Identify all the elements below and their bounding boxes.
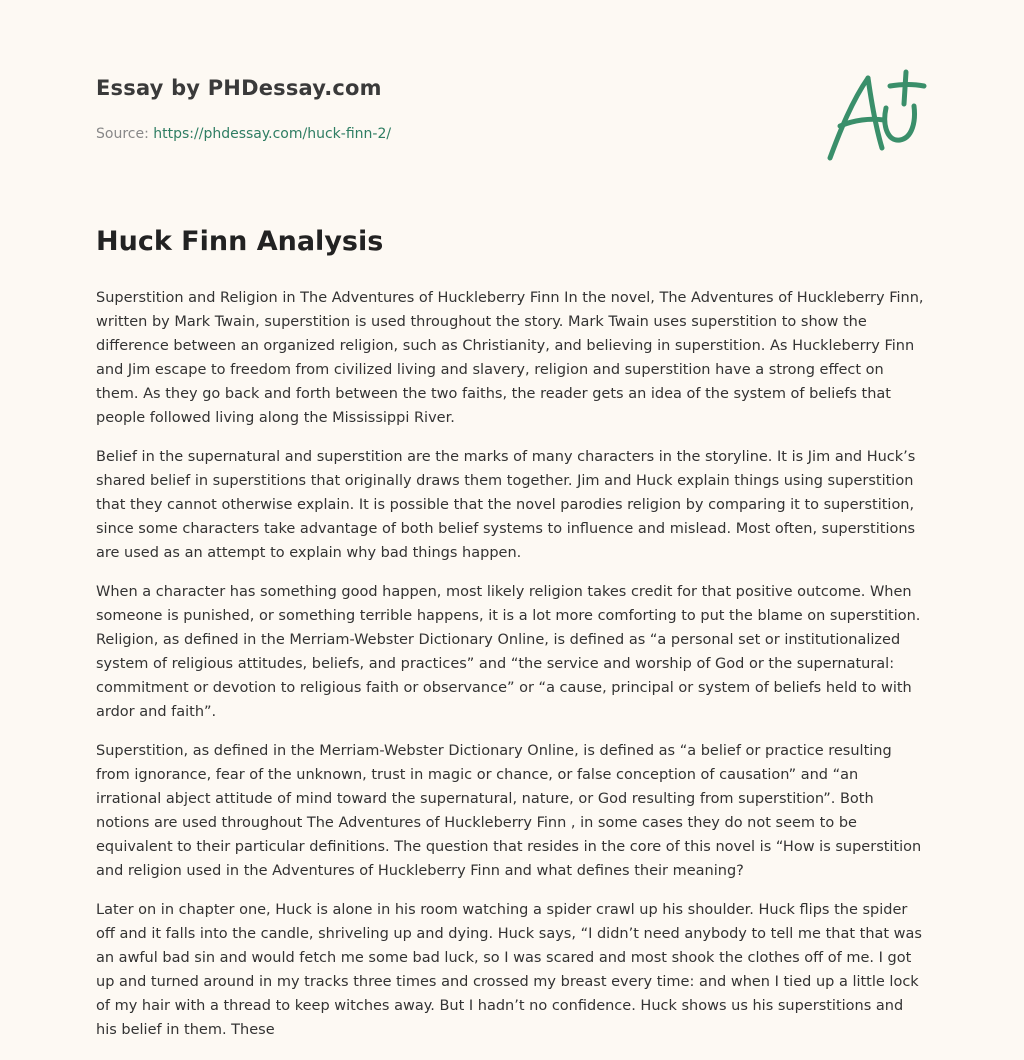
paragraph: Later on in chapter one, Huck is alone in his room watching a spider crawl up his shoulder. Huck flips the spider off and it falls into the candle, shriveling up and dying. Huck says, “I didn’t need anybody to tell me that that was an awful bad sin and would fetch me some bad luck, so I was scared and most shook the clothes off of me. I got up and turned around in my tracks three times and crossed my breast every time: and when I tied up a little lock of my hair with a thread to keep witches away. But I hadn’t no confidence. Huck shows us his superstitions and his belief in them. These <box>96 902 922 1038</box>
site-brand: Essay by PHDessay.com <box>96 76 382 100</box>
paragraph: When a character has something good happen, most likely religion takes credit for that positive outcome. When someone is punished, or something terrible happens, it is a lot more comforting to put the blame on superstition. Religion, as defined in the Merriam-Webster Dictionary Online, is defined as “a personal set or institutionalized system of religious attitudes, beliefs, and practices” and “the service and worship of God or the supernatural: commitment or devotion to religious faith or observance” or “a cause, principal or system of beliefs held to with ardor and faith”. <box>96 584 921 720</box>
paragraph: Belief in the supernatural and superstition are the marks of many characters in the storyline. It is Jim and Huck’s shared belief in superstitions that originally draws them together. Jim and Huck explain things using superstition that they cannot otherwise explain. It is possible that the novel parodies religion by comparing it to superstition, since some characters take advantage of both belief systems to influence and mislead. Most often, superstitions are used as an attempt to explain why bad things happen. <box>96 449 916 561</box>
source-label: Source: <box>96 126 149 142</box>
paragraph: Superstition, as defined in the Merriam-Webster Dictionary Online, is defined as “a belief or practice resulting from ignorance, fear of the unknown, trust in magic or chance, or false conception of causation” and “an irrational abject attitude of mind toward the supernatural, nature, or God resulting from superstition”. Both notions are used throughout The Adventures of Huckleberry Finn , in some cases they do not seem to be equivalent to their particular definitions. The question that resides in the core of this novel is “How is superstition and religion used in the Adventures of Huckleberry Finn and what defines their meaning? <box>96 743 922 879</box>
paragraph: Superstition and Religion in The Adventures of Huckleberry Finn In the novel, The Adventures of Huckleberry Finn, written by Mark Twain, superstition is used throughout the story. Mark Twain uses superstition to show the difference between an organized religion, such as Christianity, and believing in superstition. As Huckleberry Finn and Jim escape to freedom from civilized living and slavery, religion and superstition have a strong effect on them. As they go back and forth between the two faiths, the reader gets an idea of the system of beliefs that people followed living along the Mississippi River. <box>96 290 924 426</box>
essay-title: Huck Finn Analysis <box>96 226 384 257</box>
essay-header <box>96 76 796 142</box>
source-line <box>96 126 796 142</box>
a-plus-logo-icon <box>820 66 930 166</box>
source-link[interactable]: https://phdessay.com/huck-finn-2/ <box>153 126 392 142</box>
essay-body <box>96 286 928 1057</box>
